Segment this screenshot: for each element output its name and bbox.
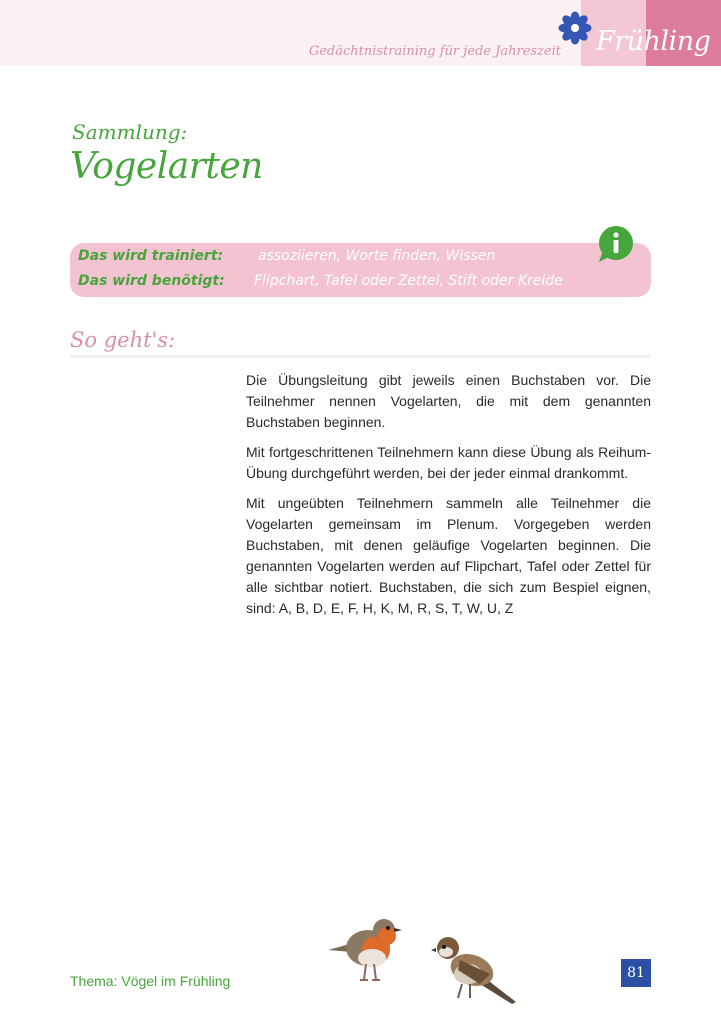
paragraph-2: Mit fortgeschrittenen Teilnehmern kann diese Übung als Reihum-Übung durchgeführt werden, bei der jeder einmal drankommt. [246, 444, 651, 481]
footer-theme: Thema: Vögel im Frühling [70, 973, 231, 989]
needed-label: Das wird benötigt: [78, 273, 225, 289]
info-row-needed [78, 273, 563, 289]
flower-icon [558, 11, 592, 45]
sparrow-illustration [430, 930, 520, 1005]
needed-value: Flipchart, Tafel oder Zettel, Stift oder Kreide [254, 273, 563, 289]
info-row-trained [78, 248, 496, 264]
paragraph-1: Die Übungsleitung gibt jeweils einen Buchstaben vor. Die Teilnehmer nennen Vogelarten, die mit dem genannten Buchstaben beginnen. [246, 372, 651, 430]
page-kicker: Sammlung: [72, 120, 188, 144]
season-label: Frühling [596, 26, 711, 57]
header-subtitle: Gedächtnistraining für jede Jahreszeit [308, 44, 561, 59]
page-title: Vogelarten [70, 146, 263, 187]
info-icon [596, 225, 636, 265]
instructions-body [246, 370, 651, 628]
robin-illustration [326, 908, 406, 988]
page-number: 81 [621, 959, 651, 987]
trained-value: assoziieren, Worte finden, Wissen [258, 248, 496, 264]
info-box [70, 243, 651, 297]
section-divider [70, 355, 651, 358]
trained-label: Das wird trainiert: [78, 248, 224, 264]
paragraph-3: Mit ungeübten Teilnehmern sammeln alle Teilnehmer die Vogelarten gemeinsam im Plenum. Vorgegeben werden Buchstaben, mit denen geläufige Vogelarten beginnen. Die genannten Vogelarten werden auf Flipchart, Tafel oder Zettel für alle sichtbar notiert. Buchstaben, die sich zum Bespiel eignen, sind: A, B, D, E, F, H, K, M, R, S, T, W, U, Z [246, 495, 651, 616]
section-heading: So geht's: [70, 328, 176, 352]
